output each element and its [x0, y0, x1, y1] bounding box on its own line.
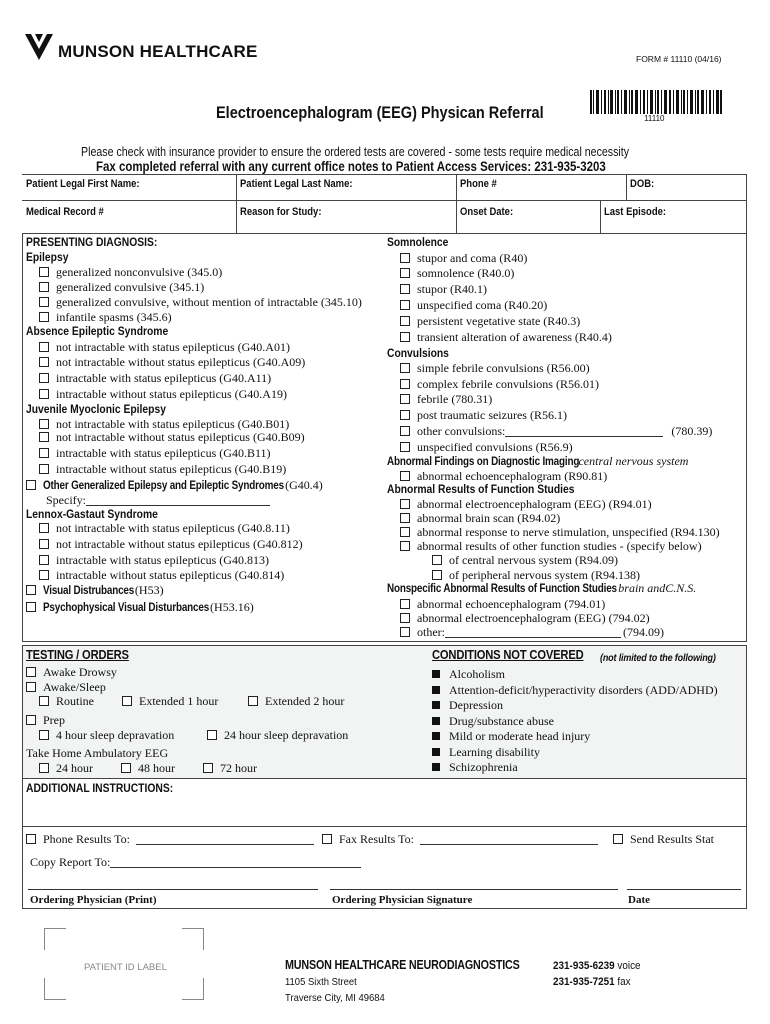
checkbox-item[interactable]: intractable with status epilepticus (G40.A11)	[39, 371, 271, 385]
copy-report-field[interactable]: Copy Report To:	[30, 855, 361, 869]
checkbox-item[interactable]: generalized convulsive, without mention of intractable (345.10)	[39, 295, 362, 309]
condition-item: Depression	[432, 698, 503, 712]
ambulatory-48-option[interactable]: 48 hour	[121, 761, 175, 775]
prep-option[interactable]: Prep	[26, 713, 65, 727]
lennox-label: Lennox-Gastaut Syndrome	[26, 507, 158, 521]
extended2-option[interactable]: Extended 2 hour	[248, 694, 344, 708]
dob-field[interactable]: DOB:	[630, 178, 655, 190]
patient-id-label: PATIENT ID LABEL	[84, 962, 167, 973]
checkbox-item[interactable]: intractable with status epilepticus (G40.B11)	[39, 446, 271, 460]
presenting-diagnosis-title: PRESENTING DIAGNOSIS:	[26, 235, 158, 249]
awake-drowsy-option[interactable]: Awake Drowsy	[26, 665, 117, 679]
voice-number: 231-935-6239 voice	[553, 960, 641, 972]
insurance-notice: Please check with insurance provider to ensure the ordered tests are covered - some tests require medical necessity	[81, 145, 630, 159]
function-studies-label: Abnormal Results of Function Studies	[387, 482, 575, 496]
checkbox-item[interactable]: post traumatic seizures (R56.1)	[400, 408, 567, 422]
barcode-number: 11110	[644, 114, 665, 123]
conditions-title: CONDITIONS NOT COVERED	[432, 647, 584, 662]
last-episode-field[interactable]: Last Episode:	[604, 206, 667, 218]
phone-field[interactable]: Phone #	[460, 178, 497, 190]
checkbox-item[interactable]: abnormal results of other function studies - (specify below)	[400, 539, 702, 553]
condition-item: Alcoholism	[432, 667, 505, 681]
checkbox-item[interactable]: transient alteration of awareness (R40.4)	[400, 330, 612, 344]
checkbox-item[interactable]: abnormal electroencephalogram (EEG) (794.02)	[400, 611, 650, 625]
medical-record-field[interactable]: Medical Record #	[26, 206, 104, 218]
page-title: Electroencephalogram (EEG) Physican Referral	[216, 104, 544, 122]
barcode-icon	[590, 90, 722, 114]
checkbox-item[interactable]: not intractable without status epilepticus (G40.A09)	[39, 355, 305, 369]
routine-option[interactable]: Routine	[39, 694, 94, 708]
epilepsy-label: Epilepsy	[26, 250, 69, 264]
first-name-field[interactable]: Patient Legal First Name:	[26, 178, 140, 190]
sleep-dep24-option[interactable]: 24 hour sleep depravation	[207, 728, 348, 742]
signature-line[interactable]	[330, 889, 618, 890]
condition-item: Schizophrenia	[432, 760, 518, 774]
specify-field[interactable]: Specify:	[46, 493, 270, 507]
checkbox-item[interactable]: abnormal electroencephalogram (EEG) (R94.01)	[400, 497, 652, 511]
checkbox-item[interactable]: intractable without status epilepticus (G40.B19)	[39, 462, 286, 476]
checkbox-item[interactable]: not intractable with status epilepticus (G40.B01)	[39, 417, 289, 431]
checkbox-item[interactable]: febrile (780.31)	[400, 392, 492, 406]
send-stat-option[interactable]: Send Results Stat	[613, 832, 714, 846]
convulsions-label: Convulsions	[387, 346, 449, 360]
physician-signature-label: Ordering Physician Signature	[332, 894, 473, 906]
condition-item: Attention-deficit/hyperactivity disorders (ADD/ADHD)	[432, 683, 718, 697]
conditions-subtitle: (not limited to the following)	[600, 652, 716, 664]
checkbox-item[interactable]: not intractable without status epilepticus (G40.B09)	[39, 430, 305, 444]
reason-field[interactable]: Reason for Study:	[240, 206, 322, 218]
checkbox-item[interactable]: generalized nonconvulsive (345.0)	[39, 265, 222, 279]
juvenile-label: Juvenile Myoclonic Epilepsy	[26, 402, 166, 416]
munson-logo-icon	[22, 30, 56, 66]
nonspecific-label: Nonspecific Abnormal Results of Function Studiesbrain andC.N.S.	[387, 581, 697, 595]
checkbox-item[interactable]: persistent vegetative state (R40.3)	[400, 314, 580, 328]
fax-results-field[interactable]: Fax Results To:	[322, 832, 598, 846]
condition-item: Drug/substance abuse	[432, 714, 554, 728]
other-convulsions-item[interactable]: other convulsions: (780.39)	[400, 424, 712, 438]
absence-label: Absence Epileptic Syndrome	[26, 324, 169, 338]
somnolence-label: Somnolence	[387, 235, 449, 249]
ambulatory-24-option[interactable]: 24 hour	[39, 761, 93, 775]
checkbox-item[interactable]: somnolence (R40.0)	[400, 266, 514, 280]
checkbox-item[interactable]: intractable without status epilepticus (G40.814)	[39, 568, 284, 582]
checkbox-item[interactable]: stupor (R40.1)	[400, 282, 487, 296]
condition-item: Learning disability	[432, 745, 540, 759]
checkbox-item[interactable]: not intractable with status epilepticus (G40.8.11)	[39, 521, 290, 535]
address-line2: Traverse City, MI 49684	[285, 992, 385, 1004]
checkbox-item[interactable]: generalized convulsive (345.1)	[39, 280, 204, 294]
ambulatory-72-option[interactable]: 72 hour	[203, 761, 257, 775]
checkbox-item[interactable]: abnormal echoencephalogram (R90.81)	[400, 469, 607, 483]
org-name: MUNSON HEALTHCARE NEURODIAGNOSTICS	[285, 958, 520, 972]
checkbox-item[interactable]: of central nervous system (R94.09)	[432, 553, 618, 567]
date-line[interactable]	[627, 889, 741, 890]
checkbox-item[interactable]: abnormal echoencephalogram (794.01)	[400, 597, 605, 611]
checkbox-item[interactable]: not intractable with status epilepticus (G40.A01)	[39, 340, 290, 354]
checkbox-item[interactable]: unspecified coma (R40.20)	[400, 298, 547, 312]
checkbox-item[interactable]: abnormal brain scan (R94.02)	[400, 511, 560, 525]
other-generalized-item[interactable]: Other Generalized Epilepsy and Epileptic Syndromes(G40.4)	[26, 478, 323, 493]
print-signature-line[interactable]	[28, 889, 318, 890]
fax-instructions: Fax completed referral with any current office notes to Patient Access Services: 231-935-3203	[96, 159, 606, 174]
checkbox-item[interactable]: infantile spasms (345.6)	[39, 310, 172, 324]
condition-item: Mild or moderate head injury	[432, 729, 590, 743]
checkbox-item[interactable]: intractable with status epilepticus (G40.813)	[39, 553, 269, 567]
fax-number: 231-935-7251 fax	[553, 976, 631, 988]
checkbox-item[interactable]: intractable without status epilepticus (G40.A19)	[39, 387, 287, 401]
visual-disturbances-item[interactable]: Visual Distrubances(H53)	[26, 583, 164, 598]
other-nonspecific-item[interactable]: other: (794.09)	[400, 625, 664, 639]
checkbox-item[interactable]: not intractable without status epilepticus (G40.812)	[39, 537, 303, 551]
checkbox-item[interactable]: abnormal response to nerve stimulation, unspecified (R94.130)	[400, 525, 720, 539]
checkbox-item[interactable]: simple febrile convulsions (R56.00)	[400, 361, 590, 375]
date-label: Date	[628, 894, 650, 906]
form-number: FORM # 11110 (04/16)	[636, 54, 722, 64]
ambulatory-label: Take Home Ambulatory EEG	[26, 746, 169, 760]
testing-title: TESTING / ORDERS	[26, 647, 129, 662]
extended1-option[interactable]: Extended 1 hour	[122, 694, 218, 708]
imaging-label: Abnormal Findings on Diagnostic Imagingcentral nervous system	[387, 454, 689, 468]
checkbox-item[interactable]: stupor and coma (R40)	[400, 251, 527, 265]
checkbox-item[interactable]: unspecified convulsions (R56.9)	[400, 440, 573, 454]
physician-print-label: Ordering Physician (Print)	[30, 894, 157, 906]
sleep-dep4-option[interactable]: 4 hour sleep depravation	[39, 728, 174, 742]
awake-sleep-option[interactable]: Awake/Sleep	[26, 680, 106, 694]
brand-name: MUNSON HEALTHCARE	[58, 42, 258, 61]
onset-date-field[interactable]: Onset Date:	[460, 206, 514, 218]
address-line1: 1105 Sixth Street	[285, 976, 357, 988]
additional-instructions-title: ADDITIONAL INSTRUCTIONS:	[26, 781, 174, 795]
checkbox-item[interactable]: complex febrile convulsions (R56.01)	[400, 377, 599, 391]
checkbox-item[interactable]: of peripheral nervous system (R94.138)	[432, 568, 640, 582]
phone-results-field[interactable]: Phone Results To:	[26, 832, 314, 846]
last-name-field[interactable]: Patient Legal Last Name:	[240, 178, 353, 190]
barcode	[590, 90, 722, 123]
psychophysical-item[interactable]: Psychophysical Visual Disturbances(H53.16)	[26, 600, 254, 615]
